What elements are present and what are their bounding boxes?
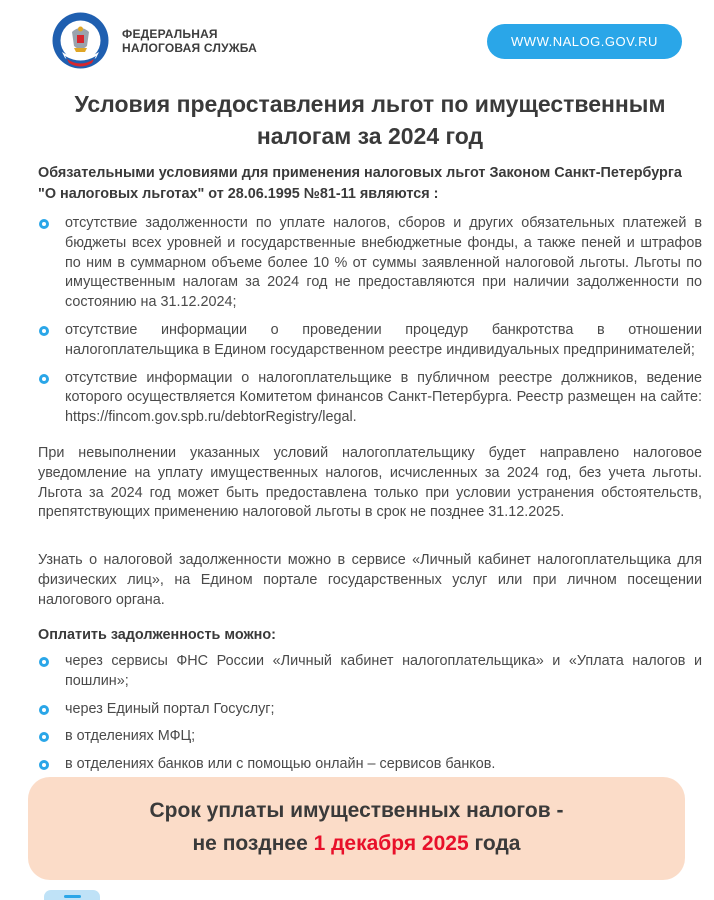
bullet-icon: [39, 705, 49, 715]
payment-method-item: [38, 700, 702, 720]
org-name-line1: ФЕДЕРАЛЬНАЯ: [122, 27, 218, 41]
payment-method-text: через сервисы ФНС России «Личный кабинет налогоплательщика» и «Уплата налогов и пошлин»;: [65, 653, 702, 689]
condition-text: отсутствие информации о проведении процедур банкротства в отношении налогоплательщика в Едином государственном реестре индивидуальных предпринимателей;: [65, 321, 702, 358]
bottom-partial-tab: [44, 890, 100, 900]
fns-emblem-logo: [52, 12, 109, 69]
condition-item: [38, 214, 702, 313]
header: [0, 0, 714, 80]
payment-method-item: [38, 755, 702, 775]
non-compliance-paragraph: При невыполнении указанных условий налогоплательщику будет направлено налоговое уведомление на уплату имущественных налогов, исчисленных за 2024 год, без учета льготы. Льгота за 2024 год может быть предоставлена только при условии устранения обстоятельств, препятствующих применению налоговой льготы в срок не позднее 31.12.2025.: [38, 445, 702, 521]
debt-info-paragraph: Узнать о налоговой задолженности можно в сервисе «Личный кабинет налогоплательщика для физических лиц», на Едином портале государственных услуг или при личном посещении налогового органа.: [38, 552, 702, 608]
payment-method-text: в отделениях банков или с помощью онлайн – сервисов банков.: [65, 756, 496, 773]
deadline-prefix: не позднее: [192, 832, 314, 855]
deadline-line1: Срок уплаты имущественных налогов -: [149, 799, 564, 822]
bullet-icon: [39, 374, 49, 384]
bullet-icon: [39, 326, 49, 336]
bullet-icon: [39, 219, 49, 229]
condition-text: отсутствие задолженности по уплате налогов, сборов и других обязательных платежей в бюджеты всех уровней и государственные внебюджетные фонды, а также пеней и штрафов по ним в суммарном объеме более 10 % от суммы заявленной налоговой льготы. Льготы по имущественным налогам за 2024 год не предоставляются при наличии задолженности по состоянию на 31.12.2024;: [65, 215, 702, 311]
bullet-icon: [39, 732, 49, 742]
deadline-banner: [28, 777, 685, 880]
website-link-button[interactable]: WWW.NALOG.GOV.RU: [487, 24, 682, 59]
payment-method-text: в отделениях МФЦ;: [65, 728, 196, 745]
intro-text: Обязательными условиями для применения налоговых льгот Законом Санкт-Петербурга "О налоговых льготах" от 28.06.1995 №81-11 являются :: [38, 165, 682, 202]
payment-method-item: [38, 727, 702, 747]
condition-item: [38, 369, 702, 428]
payment-methods-list: [38, 652, 702, 783]
condition-text: отсутствие информации о налогоплательщике в публичном реестре должников, ведение которого осуществляется Комитетом финансов Санкт-Петербурга. Реестр размещен на сайте: https://fincom.gov.spb.ru/debtorRegistry/legal.: [65, 369, 702, 426]
org-name-line2: НАЛОГОВАЯ СЛУЖБА: [122, 41, 258, 55]
bullet-icon: [39, 657, 49, 667]
bullet-icon: [39, 760, 49, 770]
page-title: Условия предоставления льгот по имущественным налогам за 2024 год: [74, 91, 666, 149]
deadline-line2: [28, 827, 685, 860]
payment-method-item: [38, 652, 702, 692]
condition-item: [38, 321, 702, 361]
payment-heading: Оплатить задолженность можно:: [38, 627, 276, 643]
organization-name: [122, 27, 257, 55]
conditions-list: [38, 214, 702, 436]
deadline-suffix: года: [468, 832, 521, 855]
deadline-date: 1 декабря 2025: [313, 832, 469, 855]
payment-method-text: через Единый портал Госуслуг;: [65, 700, 275, 717]
